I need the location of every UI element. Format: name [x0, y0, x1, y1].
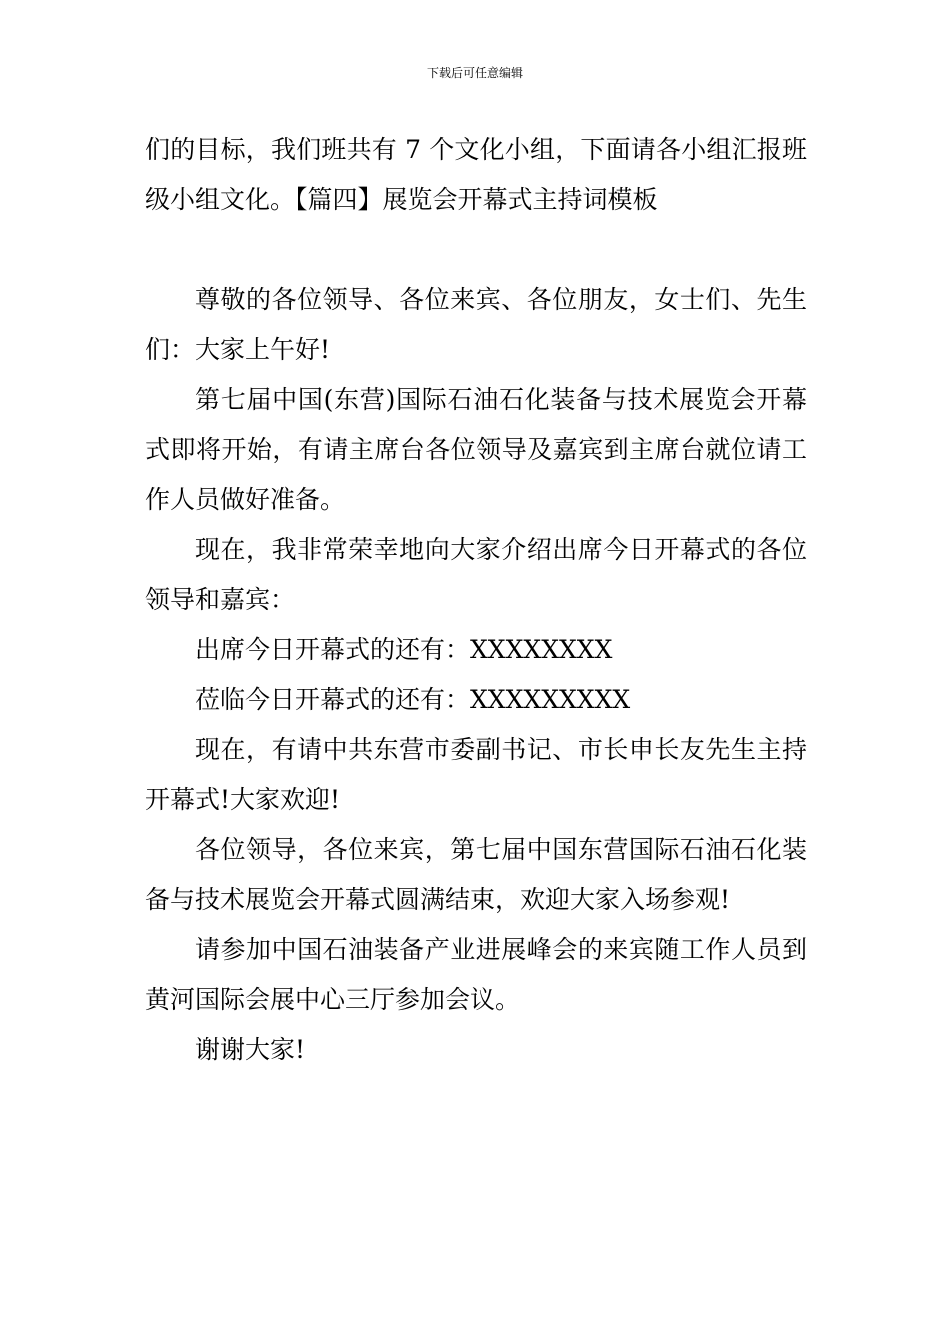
paragraph-thanks: 谢谢大家!	[195, 1035, 306, 1064]
paragraph-host-invite: 现在，有请中共东营市委副书记、市长申长友先生主持开幕式!大家欢迎!	[145, 735, 807, 814]
document-body	[145, 125, 807, 1075]
paragraph-introduction: 现在，我非常荣幸地向大家介绍出席今日开幕式的各位领导和嘉宾：	[145, 535, 807, 614]
paragraph-attendees: 出席今日开幕式的还有：XXXXXXXX	[195, 635, 613, 664]
paragraph-guests: 莅临今日开幕式的还有：XXXXXXXXX	[195, 685, 631, 714]
paragraph-summit-notice: 请参加中国石油装备产业进展峰会的来宾随工作人员到黄河国际会展中心三厅参加会议。	[145, 935, 807, 1014]
paragraph-spacer	[145, 225, 807, 275]
paragraph-continuation: 们的目标，我们班共有 7 个文化小组，下面请各小组汇报班级小组文化。【篇四】展览会开幕式主持词模板	[145, 135, 807, 214]
page-header: 下载后可任意编辑	[426, 66, 523, 80]
paragraph-closing: 各位领导，各位来宾，第七届中国东营国际石油石化装备与技术展览会开幕式圆满结束，欢迎大家入场参观!	[145, 835, 807, 914]
paragraph-opening: 第七届中国(东营)国际石油石化装备与技术展览会开幕式即将开始，有请主席台各位领导及嘉宾到主席台就位请工作人员做好准备。	[145, 385, 807, 514]
paragraph-greeting: 尊敬的各位领导、各位来宾、各位朋友，女士们、先生们：大家上午好!	[145, 285, 807, 364]
